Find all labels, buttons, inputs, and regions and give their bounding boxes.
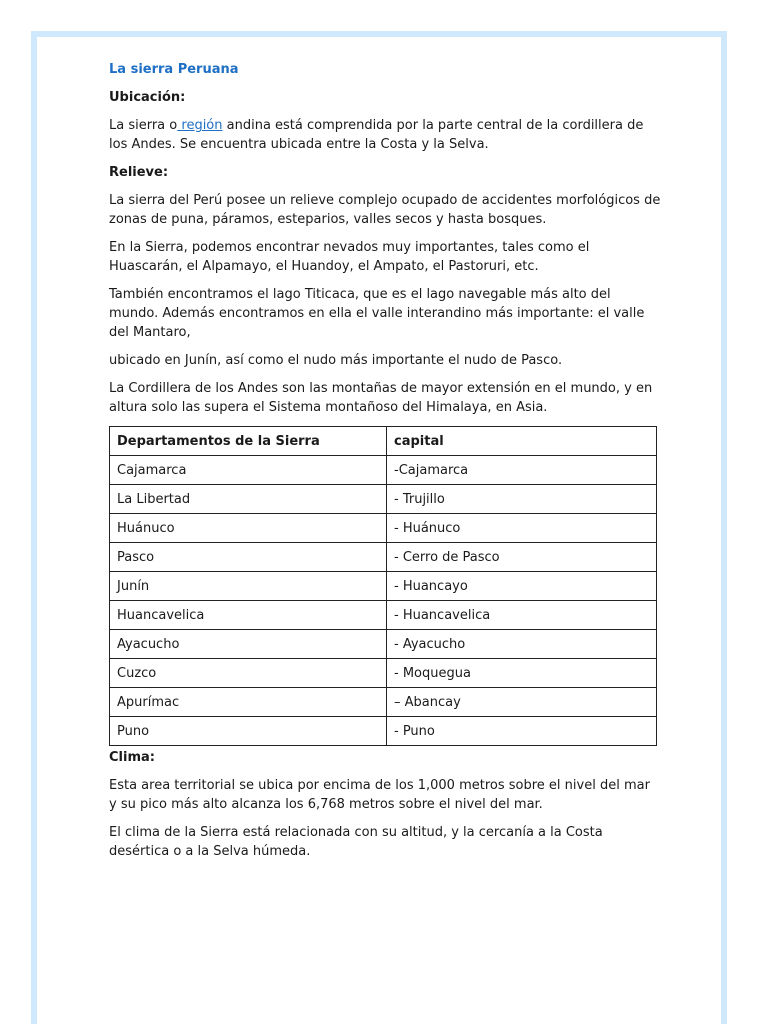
ubicacion-text-pre: La sierra o xyxy=(109,118,178,133)
table-cell-departamento: Huánuco xyxy=(110,514,387,543)
table-cell-capital: - Huancavelica xyxy=(387,601,657,630)
table-cell-departamento: Pasco xyxy=(110,543,387,572)
departamentos-table xyxy=(109,426,657,746)
region-link[interactable]: región xyxy=(177,118,223,133)
relieve-paragraph-3: También encontramos el lago Titicaca, que es el lago navegable más alto del mundo. Además encontramos en ella el valle interandino más importante: el valle del Mantaro, xyxy=(109,287,645,340)
table-row xyxy=(110,485,657,514)
table-cell-capital: – Abancay xyxy=(387,688,657,717)
table-cell-capital: - Moquegua xyxy=(387,659,657,688)
table-row xyxy=(110,572,657,601)
table-cell-capital: - Huancayo xyxy=(387,572,657,601)
document-content xyxy=(109,60,661,870)
table-cell-departamento: Ayacucho xyxy=(110,630,387,659)
relieve-heading: Relieve: xyxy=(109,165,169,180)
table-row xyxy=(110,514,657,543)
table-row xyxy=(110,717,657,746)
table-cell-capital: - Puno xyxy=(387,717,657,746)
table-row xyxy=(110,688,657,717)
clima-paragraph-1: Esta area territorial se ubica por encima de los 1,000 metros sobre el nivel del mar y su pico más alto alcanza los 6,768 metros sobre el nivel del mar. xyxy=(109,778,650,812)
relieve-paragraph-5: La Cordillera de los Andes son las montañas de mayor extensión en el mundo, y en altura solo las supera el Sistema montañoso del Himalaya, en Asia. xyxy=(109,381,653,415)
relieve-paragraph-1: La sierra del Perú posee un relieve complejo ocupado de accidentes morfológicos de zonas de puna, páramos, esteparios, valles secos y hasta bosques. xyxy=(109,193,661,227)
table-cell-departamento: Cuzco xyxy=(110,659,387,688)
relieve-paragraph-2: En la Sierra, podemos encontrar nevados muy importantes, tales como el Huascarán, el Alpamayo, el Huandoy, el Ampato, el Pastoruri, etc. xyxy=(109,240,590,274)
table-header-row xyxy=(110,427,657,456)
document-title: La sierra Peruana xyxy=(109,62,239,77)
relieve-paragraph-4: ubicado en Junín, así como el nudo más importante el nudo de Pasco. xyxy=(109,353,563,368)
table-cell-capital: - Cerro de Pasco xyxy=(387,543,657,572)
table-header-departamento: Departamentos de la Sierra xyxy=(110,427,387,456)
table-cell-departamento: Puno xyxy=(110,717,387,746)
table-cell-departamento: Apurímac xyxy=(110,688,387,717)
table-row xyxy=(110,659,657,688)
table-cell-departamento: Huancavelica xyxy=(110,601,387,630)
table-cell-capital: -Cajamarca xyxy=(387,456,657,485)
table-cell-capital: - Huánuco xyxy=(387,514,657,543)
table-cell-departamento: La Libertad xyxy=(110,485,387,514)
clima-heading: Clima: xyxy=(109,750,155,765)
table-row xyxy=(110,456,657,485)
table-row xyxy=(110,601,657,630)
ubicacion-text-post: andina está comprendida por la parte central de la cordillera de los Andes. Se encuentra ubicada entre la Costa y la Selva. xyxy=(109,118,644,152)
table-row xyxy=(110,630,657,659)
table-cell-capital: - Trujillo xyxy=(387,485,657,514)
table-cell-departamento: Junín xyxy=(110,572,387,601)
clima-paragraph-2: El clima de la Sierra está relacionada con su altitud, y la cercanía a la Costa desértica o a la Selva húmeda. xyxy=(109,825,603,859)
table-cell-capital: - Ayacucho xyxy=(387,630,657,659)
table-header-capital: capital xyxy=(387,427,657,456)
table-row xyxy=(110,543,657,572)
ubicacion-heading: Ubicación: xyxy=(109,90,186,105)
table-cell-departamento: Cajamarca xyxy=(110,456,387,485)
ubicacion-paragraph xyxy=(109,116,661,154)
